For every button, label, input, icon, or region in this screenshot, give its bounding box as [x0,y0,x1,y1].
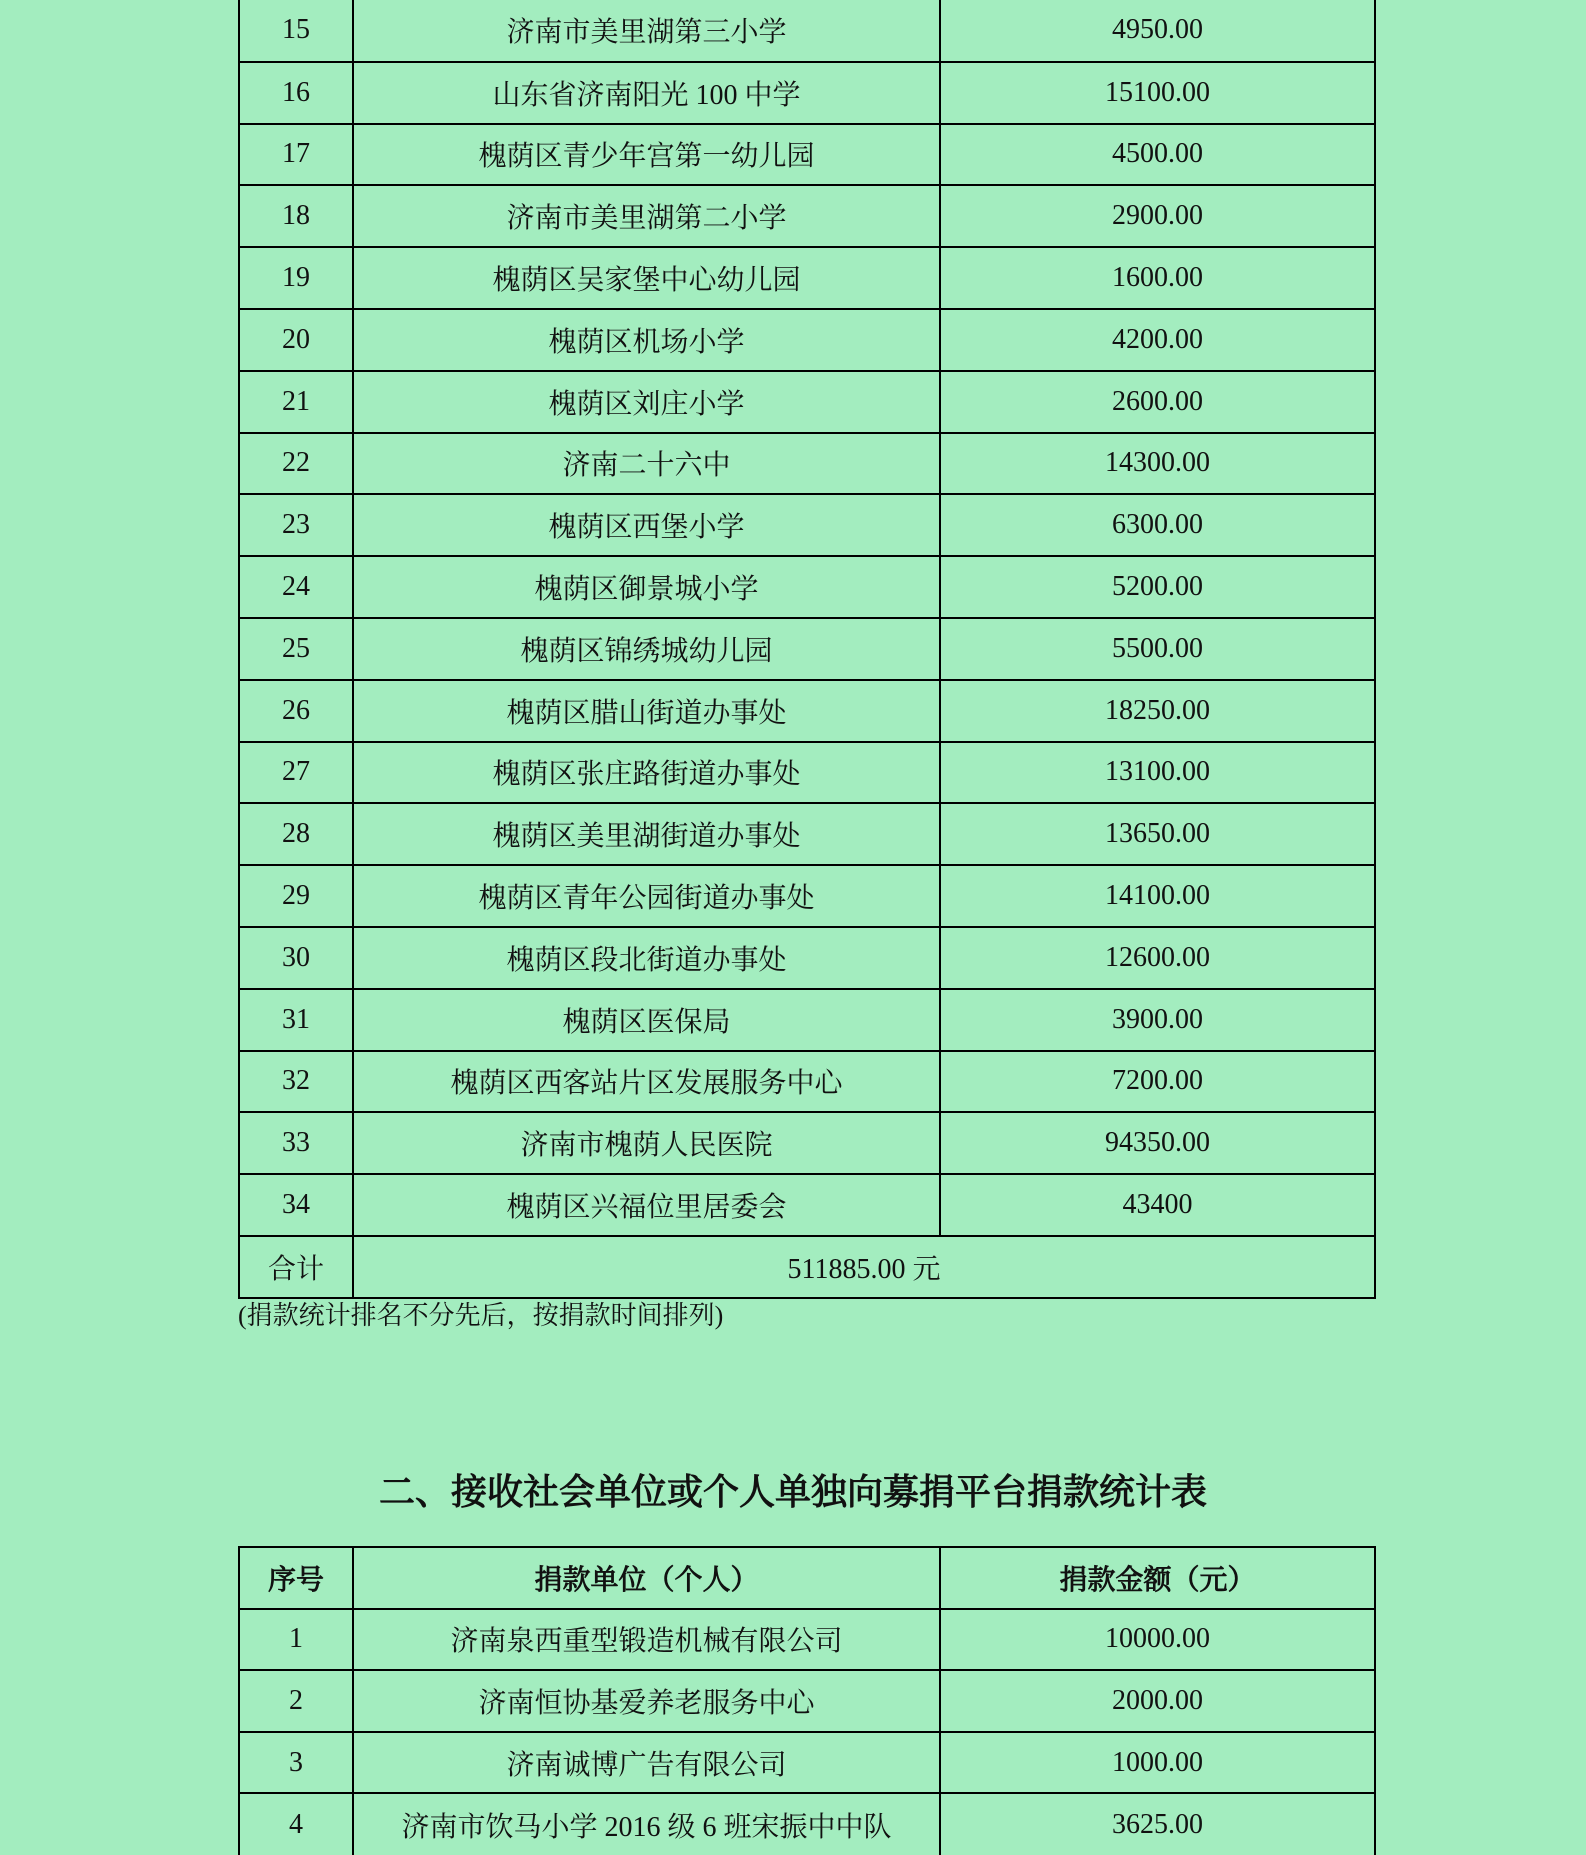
table-row [239,0,1375,62]
table-row [239,433,1375,495]
amount-cell: 5500.00 [940,618,1375,680]
row-number-cell: 34 [239,1174,353,1236]
donation-table-part-two [238,1546,1376,1855]
donor-name-cell: 槐荫区兴福位里居委会 [353,1174,940,1236]
ranking-note: (捐款统计排名不分先后，按捐款时间排列) [238,1301,724,1330]
row-number-cell: 3 [239,1732,353,1794]
row-number-cell: 29 [239,865,353,927]
amount-cell: 4950.00 [940,0,1375,62]
amount-cell: 18250.00 [940,680,1375,742]
amount-cell: 3900.00 [940,989,1375,1051]
table-row [239,1670,1375,1732]
row-number-cell: 4 [239,1793,353,1855]
donor-name-cell: 槐荫区青年公园街道办事处 [353,865,940,927]
table-row [239,309,1375,371]
amount-cell: 12600.00 [940,927,1375,989]
section-title: 二、接收社会单位或个人单独向募捐平台捐款统计表 [378,1472,1207,1513]
amount-cell: 10000.00 [940,1609,1375,1671]
donor-name-cell: 槐荫区医保局 [353,989,940,1051]
donor-name-cell: 济南市饮马小学 2016 级 6 班宋振中中队 [353,1793,940,1855]
row-number-cell: 28 [239,803,353,865]
amount-cell: 94350.00 [940,1112,1375,1174]
row-number-cell: 22 [239,433,353,495]
row-number-cell: 27 [239,742,353,804]
amount-cell: 3625.00 [940,1793,1375,1855]
table-row [239,865,1375,927]
row-number-cell: 25 [239,618,353,680]
row-number-cell: 18 [239,185,353,247]
amount-cell: 2600.00 [940,371,1375,433]
row-number-cell: 21 [239,371,353,433]
row-number-cell: 15 [239,0,353,62]
donor-name-cell: 槐荫区腊山街道办事处 [353,680,940,742]
amount-cell: 1600.00 [940,247,1375,309]
table-row [239,989,1375,1051]
amount-cell: 5200.00 [940,556,1375,618]
row-number-cell: 17 [239,124,353,186]
donor-name-cell: 济南二十六中 [353,433,940,495]
donor-name-cell: 槐荫区吴家堡中心幼儿园 [353,247,940,309]
amount-cell: 13100.00 [940,742,1375,804]
row-number-cell: 16 [239,62,353,124]
row-number-cell: 1 [239,1609,353,1671]
row-number-cell: 26 [239,680,353,742]
amount-cell: 14300.00 [940,433,1375,495]
table-row [239,124,1375,186]
donor-name-cell: 槐荫区锦绣城幼儿园 [353,618,940,680]
total-value-cell: 511885.00 元 [353,1236,1375,1298]
donor-name-cell: 槐荫区机场小学 [353,309,940,371]
amount-cell: 43400 [940,1174,1375,1236]
table-row [239,62,1375,124]
table-row [239,742,1375,804]
table-header-row [239,1547,1375,1609]
amount-cell: 1000.00 [940,1732,1375,1794]
table-row [239,1793,1375,1855]
donor-name-cell: 槐荫区段北街道办事处 [353,927,940,989]
row-number-cell: 2 [239,1670,353,1732]
donor-name-cell: 槐荫区御景城小学 [353,556,940,618]
total-label-cell: 合计 [239,1236,353,1298]
table-row [239,618,1375,680]
amount-cell: 14100.00 [940,865,1375,927]
donor-name-cell: 槐荫区青少年宫第一幼儿园 [353,124,940,186]
amount-cell: 2000.00 [940,1670,1375,1732]
table-row [239,247,1375,309]
table-row [239,185,1375,247]
amount-cell: 13650.00 [940,803,1375,865]
table-row [239,680,1375,742]
amount-cell: 7200.00 [940,1051,1375,1113]
table-row [239,494,1375,556]
donor-name-cell: 槐荫区西客站片区发展服务中心 [353,1051,940,1113]
row-number-cell: 33 [239,1112,353,1174]
row-number-cell: 32 [239,1051,353,1113]
donor-name-cell: 济南市美里湖第二小学 [353,185,940,247]
amount-cell: 2900.00 [940,185,1375,247]
donor-name-cell: 济南泉西重型锻造机械有限公司 [353,1609,940,1671]
amount-cell: 4500.00 [940,124,1375,186]
amount-cell: 15100.00 [940,62,1375,124]
table-row [239,1051,1375,1113]
donor-name-cell: 济南恒协基爱养老服务中心 [353,1670,940,1732]
row-number-cell: 30 [239,927,353,989]
row-number-cell: 23 [239,494,353,556]
total-row [239,1236,1375,1298]
row-number-cell: 19 [239,247,353,309]
amount-cell: 6300.00 [940,494,1375,556]
header-amount: 捐款金额（元） [940,1547,1375,1609]
table-row [239,1732,1375,1794]
table-row [239,1609,1375,1671]
donor-name-cell: 槐荫区西堡小学 [353,494,940,556]
row-number-cell: 31 [239,989,353,1051]
donation-table-part-one [238,0,1376,1299]
header-donor: 捐款单位（个人） [353,1547,940,1609]
donor-name-cell: 济南市美里湖第三小学 [353,0,940,62]
header-number: 序号 [239,1547,353,1609]
donor-name-cell: 槐荫区美里湖街道办事处 [353,803,940,865]
donor-name-cell: 山东省济南阳光 100 中学 [353,62,940,124]
row-number-cell: 24 [239,556,353,618]
donor-name-cell: 槐荫区张庄路街道办事处 [353,742,940,804]
donor-name-cell: 槐荫区刘庄小学 [353,371,940,433]
table-row [239,556,1375,618]
donor-name-cell: 济南诚博广告有限公司 [353,1732,940,1794]
table-row [239,1174,1375,1236]
donor-name-cell: 济南市槐荫人民医院 [353,1112,940,1174]
table-row [239,371,1375,433]
table-row [239,1112,1375,1174]
table-row [239,927,1375,989]
table-row [239,803,1375,865]
amount-cell: 4200.00 [940,309,1375,371]
row-number-cell: 20 [239,309,353,371]
